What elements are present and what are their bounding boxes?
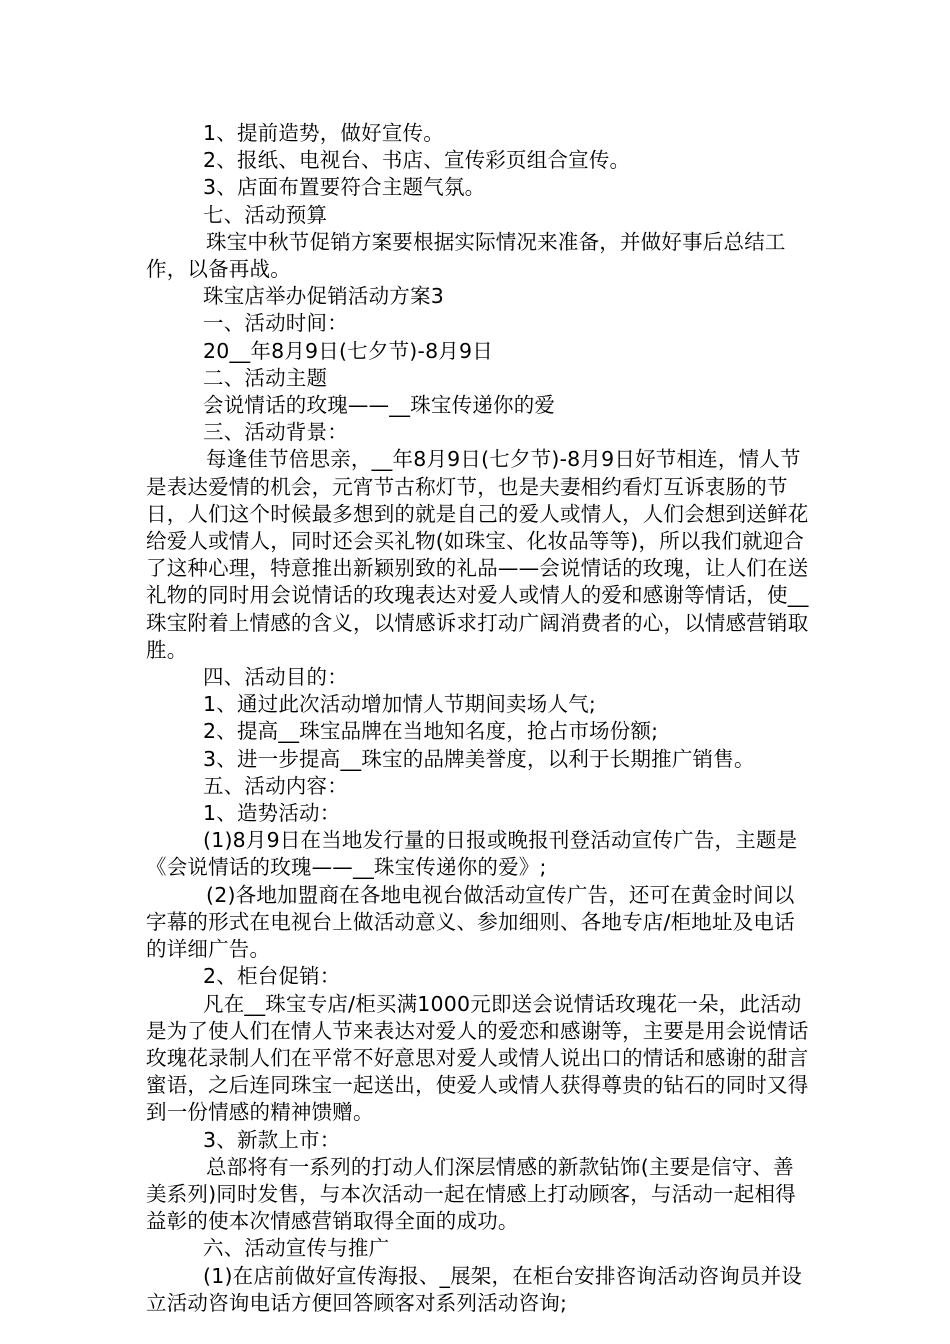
- body-paragraph: (1)8月9日在当地发行量的日报或晚报刊登活动宣传广告，主题是《会说情话的玫瑰——__珠宝传递你的爱》;: [146, 828, 798, 880]
- list-item: 3、进一步提高__珠宝的品牌美誉度，以利于长期推广销售。: [203, 746, 755, 771]
- section-heading: 五、活动内容：: [203, 773, 348, 798]
- list-item: 2、提高__珠宝品牌在当地知名度，抢占市场份额;: [203, 719, 659, 744]
- section-heading: 二、活动主题: [203, 365, 328, 390]
- body-paragraph: 凡在__珠宝专店/柜买满1000元即送会说情话玫瑰花一朵，此活动是为了使人们在情人节来表达对爱人的爱恋和感谢等，主要是用会说情话玫瑰花录制人们在平常不好意思对爱人或情人说出口的情话和感谢的甜言蜜语，之后连同珠宝一起送出，使爱人或情人获得尊贵的钻石的同时又得到一份情感的精神馈赠。: [146, 991, 809, 1125]
- list-item: 1、提前造势，做好宣传。: [203, 121, 444, 145]
- subsection-heading: 2、柜台促销：: [203, 964, 341, 989]
- list-item: 2、报纸、电视台、书店、宣传彩页组合宣传。: [203, 148, 631, 173]
- section-heading: 三、活动背景：: [203, 420, 348, 445]
- document-body: [146, 120, 810, 1317]
- section-heading: 一、活动时间：: [203, 311, 348, 336]
- document-title: 珠宝店举办促销活动方案3: [203, 284, 444, 309]
- list-item: 3、店面布置要符合主题气氛。: [203, 175, 486, 200]
- body-paragraph: 会说情话的玫瑰——__珠宝传递你的爱: [203, 393, 556, 418]
- section-heading: 四、活动目的：: [203, 665, 348, 690]
- section-heading: 六、活动宣传与推广: [203, 1236, 390, 1261]
- subsection-heading: 3、新款上市：: [203, 1127, 341, 1152]
- section-heading: 七、活动预算: [203, 202, 328, 227]
- subsection-heading: 1、造势活动：: [203, 801, 341, 826]
- body-paragraph: 每逢佳节倍思亲，__年8月9日(七夕节)-8月9日好节相连，情人节是表达爱情的机会，元宵节古称灯节，也是夫妻相约看灯互诉衷肠的节日，人们这个时候最多想到的就是自己的爱人或情人，人们会想到送鲜花给爱人或情人，同时还会买礼物(如珠宝、化妆品等等)，所以我们就迎合了这种心理，特意推出新颖别致的礼品——会说情话的玫瑰，让人们在送礼物的同时用会说情话的玫瑰表达对爱人或情人的爱和感谢等情话，使__珠宝附着上情感的含义，以情感诉求打动广阔消费者的心，以情感营销取胜。: [146, 447, 809, 662]
- list-item: 1、通过此次活动增加情人节期间卖场人气;: [203, 692, 596, 717]
- body-paragraph: (2)各地加盟商在各地电视台做活动宣传广告，还可在黄金时间以字幕的形式在电视台上做活动意义、参加细则、各地专店/柜地址及电话的详细广告。: [146, 882, 795, 962]
- body-paragraph: 20__年8月9日(七夕节)-8月9日: [203, 338, 493, 363]
- body-paragraph: (1)在店前做好宣传海报、_展架，在柜台安排咨询活动咨询员并设立活动咨询电话方便回答顾客对系列活动咨询;: [146, 1263, 802, 1315]
- body-paragraph: 珠宝中秋节促销方案要根据实际情况来准备，并做好事后总结工作，以备再战。: [146, 229, 786, 282]
- body-paragraph: 总部将有一系列的打动人们深层情感的新款钻饰(主要是信守、善美系列)同时发售，与本次活动一起在情感上打动顾客，与活动一起相得益彰的使本次情感营销取得全面的成功。: [146, 1154, 796, 1234]
